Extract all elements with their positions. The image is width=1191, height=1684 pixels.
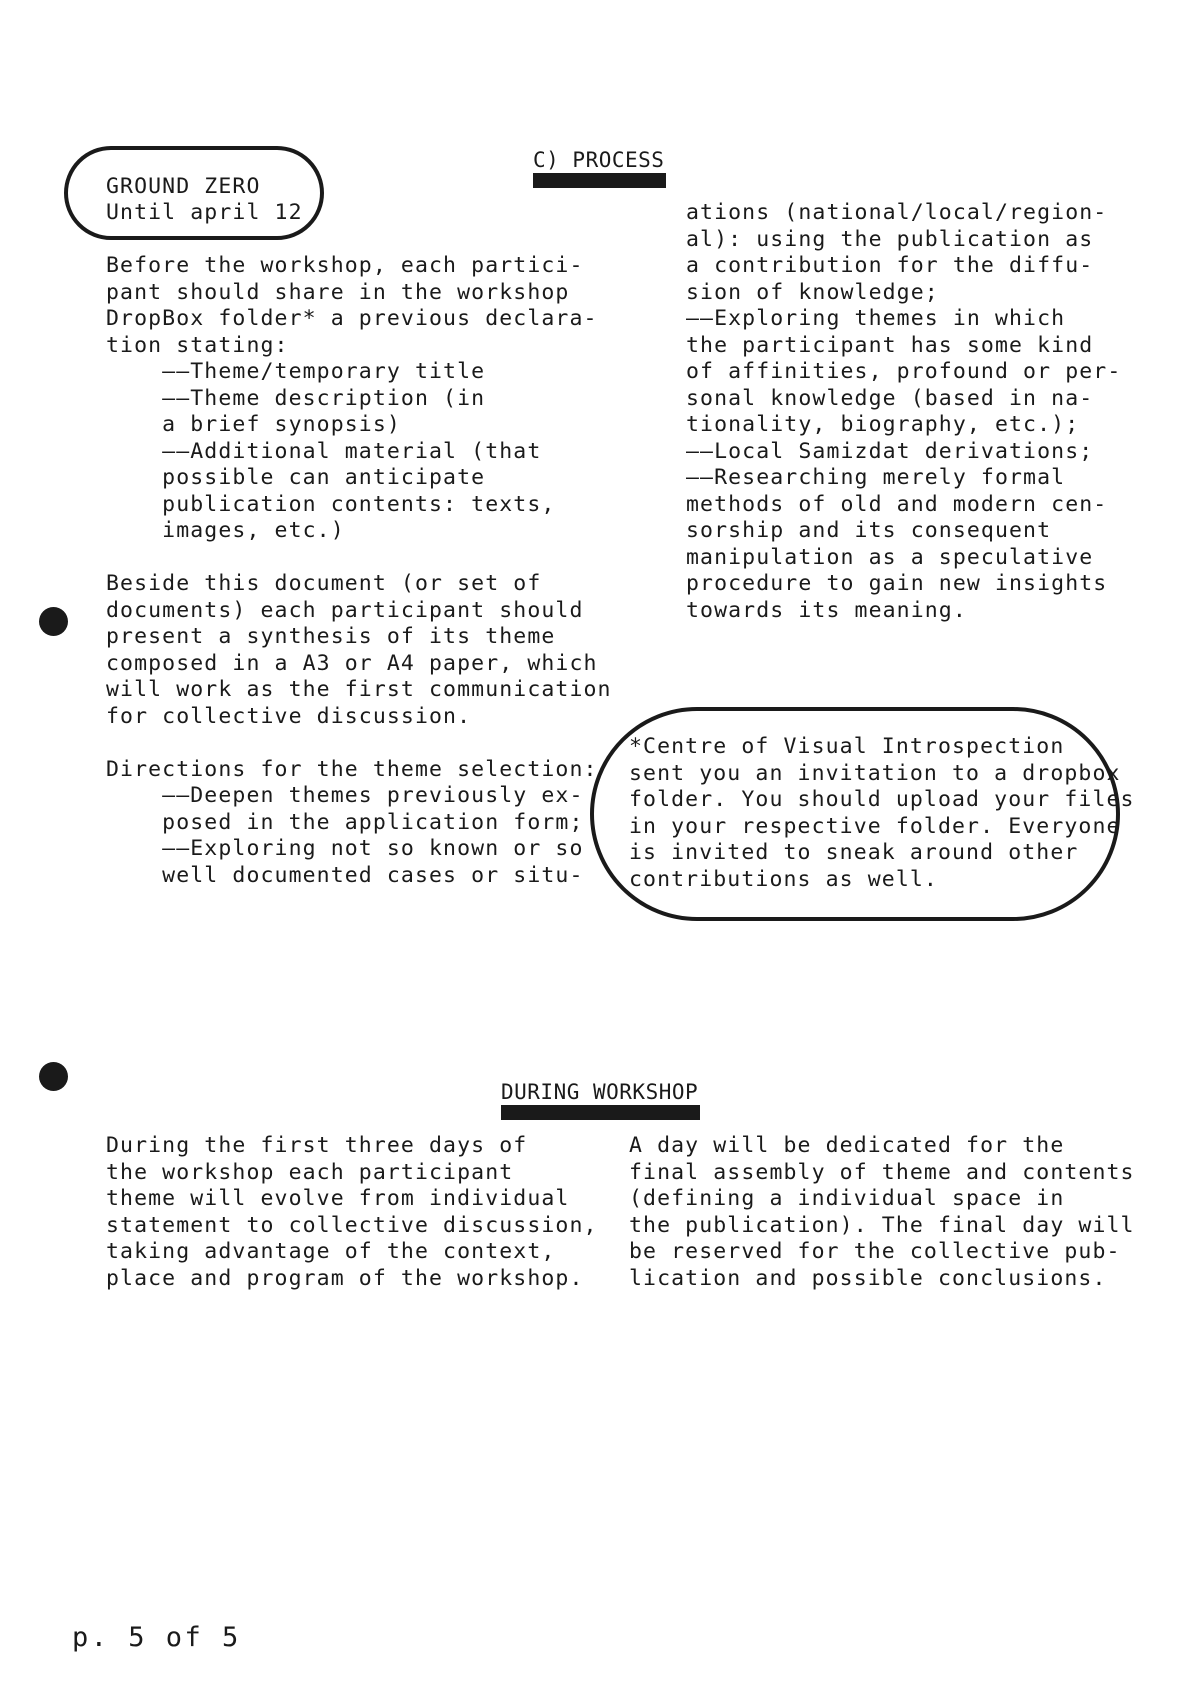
text-line: ——Exploring not so known or so (106, 836, 584, 861)
text-line: possible can anticipate (106, 465, 486, 490)
text-line: will work as the first communication (106, 677, 612, 702)
text-line: the workshop each participant (106, 1159, 514, 1185)
text-line: ——Additional material (that (106, 438, 542, 464)
text-line: contributions as well. (629, 866, 938, 892)
text-line: pant should share in the workshop (106, 279, 570, 305)
text-line: the publication). The final day will (629, 1212, 1135, 1238)
text-line: methods of old and modern cen- (686, 491, 1108, 517)
process-right-column (686, 200, 1126, 624)
text-line: documents) each participant should (106, 597, 584, 623)
text-line: A day will be dedicated for the (629, 1133, 1065, 1158)
text-line: images, etc.) (106, 518, 345, 543)
text-line: present a synthesis of its theme (106, 624, 556, 649)
text-line: ——Theme description (in (106, 385, 486, 411)
text-line: tion stating: (106, 332, 289, 358)
page-number: p. 5 of 5 (72, 1622, 241, 1653)
binder-hole-dot (39, 607, 68, 636)
process-heading-underline (533, 173, 666, 188)
text-line: taking advantage of the context, (106, 1239, 556, 1264)
text-line: towards its meaning. (686, 597, 967, 623)
text-line: of affinities, profound or per- (686, 359, 1122, 384)
text-line: manipulation as a speculative (686, 544, 1094, 570)
text-line: procedure to gain new insights (686, 571, 1108, 596)
text-line: ations (national/local/region- (686, 200, 1108, 225)
text-line: ——Local Samizdat derivations; (686, 438, 1094, 464)
text-line: posed in the application form; (106, 809, 584, 835)
text-line: sent you an invitation to a dropbox (629, 760, 1121, 786)
text-line: statement to collective discussion, (106, 1212, 598, 1238)
text-line: DropBox folder* a previous declara- (106, 306, 598, 331)
ground-zero-date: Until april 12 (106, 200, 303, 225)
text-line: (defining a individual space in (629, 1186, 1065, 1211)
during-right-column (629, 1133, 1135, 1292)
during-heading-underline (501, 1105, 700, 1120)
text-line: lication and possible conclusions. (629, 1265, 1107, 1291)
during-heading: DURING WORKSHOP (501, 1080, 699, 1104)
text-line: sonal knowledge (based in na- (686, 385, 1094, 411)
process-heading: C) PROCESS (533, 148, 665, 172)
footnote-text (629, 734, 1135, 893)
text-line: ——Deepen themes previously ex- (106, 783, 584, 808)
text-line: be reserved for the collective pub- (629, 1239, 1121, 1264)
text-line: place and program of the workshop. (106, 1265, 584, 1291)
text-line: al): using the publication as (686, 226, 1094, 252)
text-line: ——Theme/temporary title (106, 359, 486, 384)
text-line: well documented cases or situ- (106, 862, 584, 888)
text-line: final assembly of theme and contents (629, 1159, 1135, 1185)
text-line: the participant has some kind (686, 332, 1094, 358)
text-line: composed in a A3 or A4 paper, which (106, 650, 598, 676)
text-line: tionality, biography, etc.); (686, 412, 1080, 437)
text-line: During the first three days of (106, 1133, 528, 1158)
text-line (106, 545, 586, 572)
text-line: Before the workshop, each partici- (106, 253, 584, 278)
process-left-column (106, 253, 612, 889)
text-line: sion of knowledge; (686, 279, 939, 305)
text-line: Directions for the theme selection: (106, 756, 598, 782)
text-line: publication contents: texts, (106, 491, 556, 517)
text-line: in your respective folder. Everyone (629, 813, 1121, 839)
text-line: sorship and its consequent (686, 518, 1052, 543)
during-left-column (106, 1133, 598, 1292)
text-line: *Centre of Visual Introspection (629, 734, 1065, 759)
text-line: Beside this document (or set of (106, 571, 542, 596)
text-line: for collective discussion. (106, 703, 472, 729)
text-line: a contribution for the diffu- (686, 253, 1094, 278)
text-line (106, 730, 586, 757)
binder-hole-dot (39, 1062, 68, 1091)
text-line: theme will evolve from individual (106, 1186, 570, 1211)
ground-zero-title: GROUND ZERO (106, 174, 261, 199)
text-line: is invited to sneak around other (629, 840, 1079, 865)
text-line: ——Researching merely formal (686, 465, 1066, 490)
text-line: ——Exploring themes in which (686, 306, 1066, 331)
text-line: folder. You should upload your files (629, 787, 1135, 812)
text-line: a brief synopsis) (106, 412, 401, 437)
